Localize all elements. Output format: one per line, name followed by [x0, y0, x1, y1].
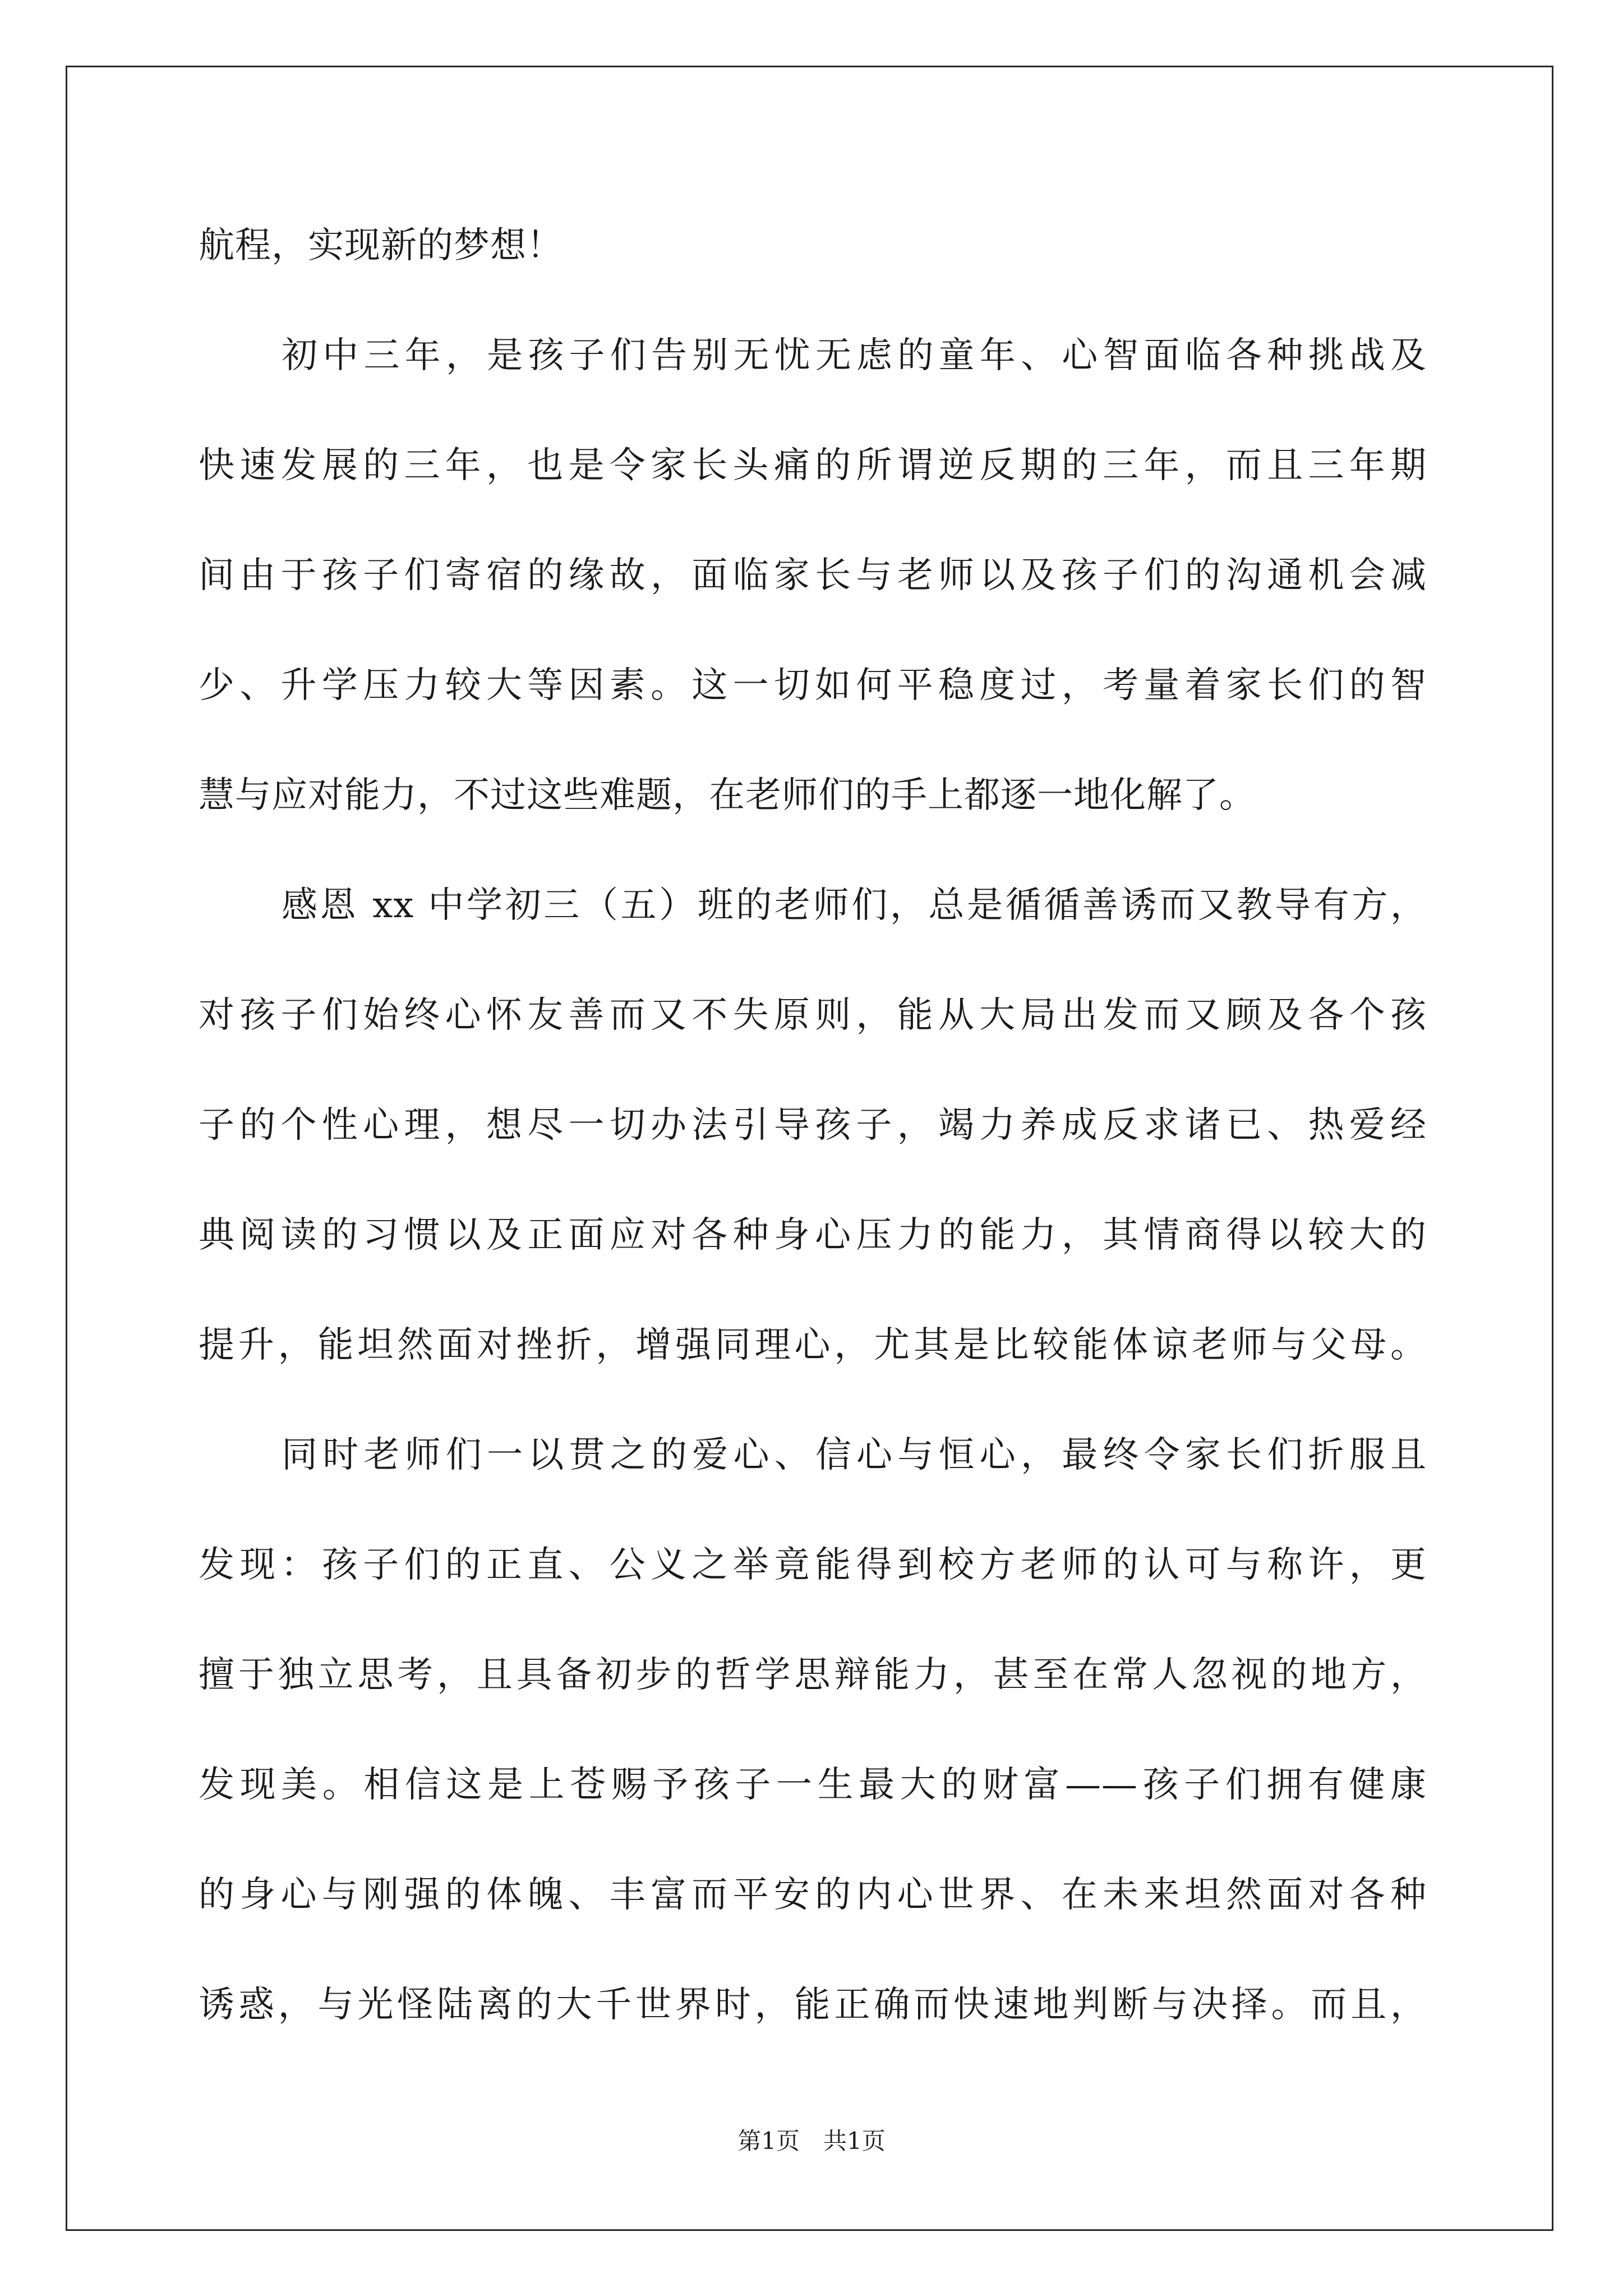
text-line-14: 擅于独立思考，且具备初步的哲学思辩能力，甚至在常人忽视的地方，: [199, 1654, 1427, 1696]
text-line-13: 发现：孩子们的正直、公义之举竟能得到校方老师的认可与称许，更: [199, 1544, 1427, 1586]
text-line-8: 对孩子们始终心怀友善而又不失原则，能从大局出发而又顾及各个孩: [199, 995, 1427, 1036]
text-line-10: 典阅读的习惯以及正面应对各种身心压力的能力，其情商得以较大的: [199, 1214, 1427, 1256]
text-line-2: 初中三年，是孩子们告别无忧无虑的童年、心智面临各种挑战及: [282, 335, 1427, 376]
text-line-9: 子的个性心理，想尽一切办法引导孩子，竭力养成反求诸已、热爱经: [199, 1105, 1427, 1146]
text-line-4: 间由于孩子们寄宿的缘故，面临家长与老师以及孩子们的沟通机会减: [199, 555, 1427, 596]
text-line-12: 同时老师们一以贯之的爱心、信心与恒心，最终令家长们折服且: [282, 1434, 1427, 1476]
text-line-17: 诱惑，与光怪陆离的大千世界时，能正确而快速地判断与决择。而且，: [199, 1984, 1427, 2026]
text-line-7: 感恩 xx 中学初三（五）班的老师们，总是循循善诱而又教导有方，: [282, 885, 1427, 926]
text-line-6: 慧与应对能力，不过这些难题，在老师们的手上都逐一地化解了。: [199, 775, 1256, 816]
text-line-16: 的身心与刚强的体魄、丰富而平安的内心世界、在未来坦然面对各种: [199, 1874, 1427, 1916]
text-line-5: 少、升学压力较大等因素。这一切如何平稳度过，考量着家长们的智: [199, 665, 1427, 706]
page-footer: 第1页 共1页: [737, 2127, 886, 2155]
text-line-15: 发现美。相信这是上苍赐予孩子一生最大的财富——孩子们拥有健康: [199, 1764, 1427, 1806]
text-line-1: 航程，实现新的梦想！: [199, 225, 563, 266]
text-line-3: 快速发展的三年，也是令家长头痛的所谓逆反期的三年，而且三年期: [199, 445, 1427, 486]
text-line-11: 提升，能坦然面对挫折，增强同理心，尤其是比较能体谅老师与父母。: [199, 1324, 1427, 1366]
